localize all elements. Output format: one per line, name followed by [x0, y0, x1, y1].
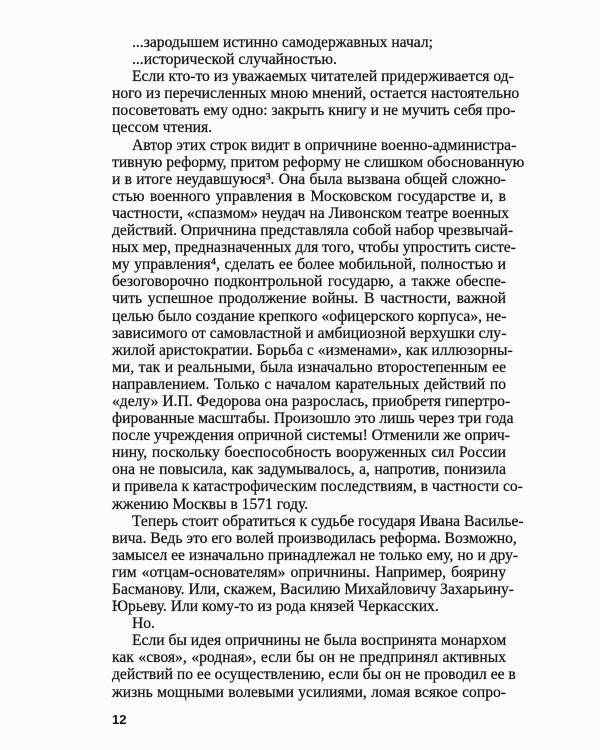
text-line: цессом чтения.	[112, 119, 213, 137]
book-page-text	[112, 34, 525, 701]
text-line: ...зародышем истинно самодержавных начал;	[132, 34, 433, 51]
text-line: ного из перечисленных мною мнений, остается настоятельно	[112, 85, 520, 103]
text-line: фированные масштабы. Произошло это лишь через три года	[112, 410, 514, 428]
text-line: нину, поскольку боеспособность вооруженных сил России	[112, 444, 506, 462]
text-line: действий по ее осуществлению, если бы он не проводил ее в	[112, 666, 516, 684]
text-line: жилой аристократии. Борьба с «изменами», как иллюзорны-	[112, 341, 513, 359]
text-line: Если бы идея опричнины не была воспринята монархом	[132, 632, 507, 650]
text-line: ми, так и реальными, была изначально второстепенным ее	[112, 358, 506, 376]
text-line: замысел ее изначально принадлежал не только ему, но и дру-	[112, 546, 519, 564]
text-line: стью военного управления в Московском государстве и, в	[112, 187, 506, 205]
text-line: ных мер, предназначенных для того, чтобы упростить систе-	[112, 239, 516, 257]
text-line: как «своя», «родная», если бы он не предпринял активных	[112, 649, 506, 667]
page-number: 12	[112, 712, 127, 727]
text-line: жжению Москвы в 1571 году.	[112, 495, 309, 513]
text-line: Автор этих строк видит в опричнине военно-администра-	[132, 136, 517, 154]
text-line: чить успешное продолжение войны. В частности, важной	[112, 290, 506, 308]
text-line: Если кто-то из уважаемых читателей придерживается од-	[132, 68, 514, 86]
text-line: тивную реформу, притом реформу не слишком обоснованную	[112, 153, 525, 171]
text-line: гим «отцам-основателям» опричнины. Например, боярину	[112, 563, 506, 581]
text-line: жизнь мощными волевыми усилиями, ломая всякое сопро-	[112, 683, 506, 701]
text-line: ...исторической случайностью.	[132, 51, 337, 69]
text-line: Но.	[132, 615, 155, 633]
text-line: «делу» И.П. Федорова она разрослась, приобретя гипертро-	[112, 392, 511, 410]
text-line: Теперь стоит обратиться к судьбе государя Ивана Василье-	[132, 512, 524, 530]
text-line: му управления⁴, сделать ее более мобильной, полностью и	[112, 256, 506, 274]
text-line: безоговорочно подконтрольной государю, а также обеспе-	[112, 273, 506, 291]
text-line: Басманову. Или, скажем, Василию Михайловичу Захарьину-	[112, 581, 514, 598]
text-line: целью было создание крепкого «офицерского корпуса», не-	[112, 307, 507, 325]
text-line: направлением. Только с началом карательных действий по	[112, 375, 506, 393]
text-line: действий. Опричнина представляла собой набор чрезвычай-	[112, 222, 514, 240]
text-line: Юрьеву. Или кому-то из рода князей Черкасских.	[112, 598, 439, 616]
text-line: после учреждения опричной системы! Отменили же оприч-	[112, 427, 510, 445]
text-line: зависимого от самовластной и амбициозной верхушки слу-	[112, 324, 507, 342]
text-line: она не повысила, как задумывалось, а, напротив, понизила	[112, 461, 506, 479]
text-line: вича. Ведь это его волей производилась реформа. Возможно,	[112, 529, 517, 547]
text-line: посоветовать ему одно: закрыть книгу и не мучить себя про-	[112, 102, 516, 120]
text-line: и привела к катастрофическим последствиям, в частности со-	[112, 478, 523, 496]
text-line: частности, «спазмом» неудач на Ливонском театре военных	[112, 204, 510, 222]
text-line: и в итоге неудавшуюся³. Она была вызвана общей сложно-	[112, 170, 506, 188]
